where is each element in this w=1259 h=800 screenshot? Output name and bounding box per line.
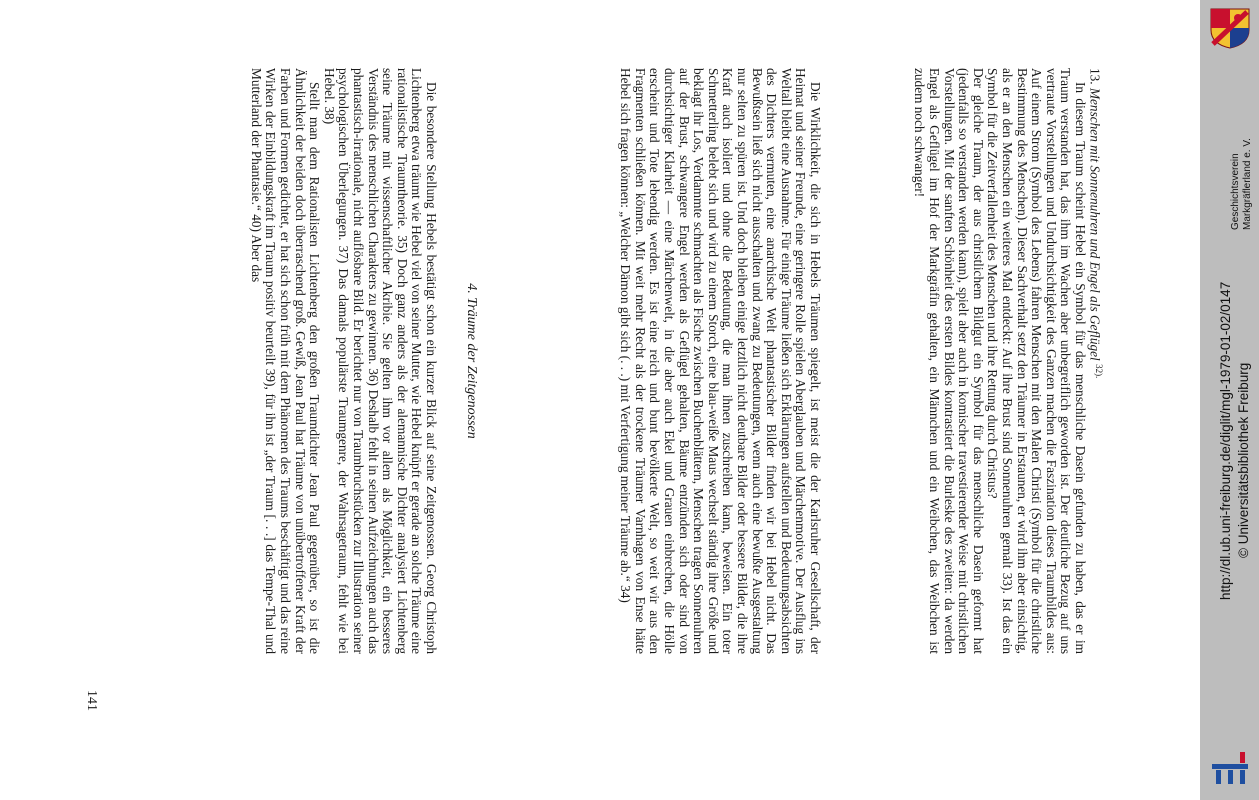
reality-paragraph bbox=[618, 68, 822, 654]
section-13-paragraph-3: Die Wirklichkeit, die sich in Hebels Träumen spiegelt, ist meist die der Karlsruher Gesellschaft, der Heimat und seiner Freunde, eine geringere Rolle spielen Aberglauben und Märchenmotive. Der Ausflug ins Weltall bleibt eine Ausnahme. Für einige Träume ließen sich Erklärungen aufstellen und Bedeutungsabsichten des Dichters vermuten, eine anarchische Welt phantastischer Bilder finden wir bei Hebel nicht. Das Bewußtsein ließ sich nicht ausschalten und zwang zu Bedeutungen, wenn auch eine bewußte Ausgestaltung nur selten zu spüren ist. Und doch bleiben einige letztlich nicht deutbare Bilder oder bessere Bilder, die ihre Kraft auch isoliert und ohne die Bedeutung, die man ihnen zuschreiben kann, beweisen. Ein toter Schmetterling belebt sich und wird zu einem Storch, eine blau-weiße Maus wechselt ständig ihre Größe und beklagt ihr Los, Verdammte schmachten als Fische zwischen Buchenblättern, Menschen tragen Sonnenuhren auf der Brust, schwangere Engel werden als Geflügel gehalten, Bäume entzünden sich oder sind von durchsichtiger Klarheit — eine Märchenwelt, in die aber auch Ekel und Grauen einbrechen, die Hölle erscheint und Tote lebendig werden. Es ist eine reich und bunt bevölkerte Welt, so weit wir aus den Fragmenten schließen können. Mit weit mehr Recht als der trockene Träumer Varnhagen von Ense hätte Hebel sich fragen können: „Welcher Dämon gibt sich (. . .) mit Verfertigung meiner Träume ab.“ 34) bbox=[618, 68, 823, 654]
section-13-title: Menschen mit Sonnenuhren und Engel als Geflügel bbox=[1087, 87, 1103, 361]
section-13-heading bbox=[1087, 68, 1106, 654]
society-name-line-2: Markgräflerland e. V. bbox=[1242, 138, 1253, 230]
section-4-paragraph-2: Stellt man dem Rationalisten Lichtenberg den großen Traumdichter Jean Paul gegenüber, so ist die Ähnlichkeit der beiden doch überraschend groß. Gewiß, Jean Paul hat Träume von unübertroffener Kraft der Farben und Formen gedichtet, er hat sich schon früh mit dem Phänomen des Traums beschäftigt und das reine Wirken der Einbildungskraft im Traum positiv beurteilt 39), für ihn ist „der Traum [. . .] das Tempe-Thal und Mutterland der Phantasie.“ 40) Aber das bbox=[248, 68, 323, 654]
section-13-paragraph-2: Der gleiche Traum, der aus christlichem Bildgut ein Symbol für das menschliche Dasein geformt hat (jedenfalls so verstanden werden kann), spielt aber auch in komischer travestierender Weise mit christlichen Vorstellungen. Mit der sanften Schönheit des ersten Bildes kontrastiert die Burleske des zweiten: da werden Engel als Geflügel im Hof der Markgräfin gehalten, ein Männchen und ein Weibchen, das Weibchen ist zudem noch schwanger! bbox=[912, 68, 986, 654]
section-13-number: 13. bbox=[1087, 68, 1103, 85]
page-number: 141 bbox=[84, 690, 99, 711]
section-13-ref: 32). bbox=[1094, 364, 1104, 379]
university-library-logo-icon bbox=[1208, 748, 1252, 788]
section-4 bbox=[248, 68, 438, 654]
section-13 bbox=[912, 68, 1106, 654]
coat-of-arms-icon bbox=[1207, 6, 1253, 50]
section-4-heading: 4. Träume der Zeitgenossen bbox=[464, 283, 479, 439]
society-name-line-1: Geschichtsverein bbox=[1230, 153, 1241, 230]
section-13-paragraph-1: In diesem Traum scheint Hebel ein Symbol für das menschliche Dasein gefunden zu haben, das er im Traum verstanden hat, das ihm im Wachen aber unbegreiflich geworden ist. Der deutliche Bezug auf uns vertraute Vorstellungen und Undurchsichtigkeit des Ganzen machen die Faszination dieses Traumbildes aus: Auf einem Strom (Symbol des Lebens) fahren Menschen mit den Malen Christi (Symbol für die christliche Bestimmung des Menschen). Dieser Sachverhalt setzt den Träumer in Erstaunen, er wird ihm aber einsichtig, als er an den Menschen ein weiteres Mal entdeckt: Auf ihre Brust sind Sonnenuhren gemalt 33). Ist das ein Symbol für die Zeitverfallenheit des Menschen und ihre Rettung durch Christus? bbox=[985, 68, 1088, 654]
section-4-paragraph-1: Die besondere Stellung Hebels bestätigt schon ein kurzer Blick auf seine Zeitgenossen. Georg Christoph Lichtenberg etwa träumt wie Hebel viel von seiner Mutter, wie Hebel knüpft er gerade an solche Träume eine rationalistische Traumtheorie. 35) Doch ganz anders als der alemannische Dichter analysiert Lichtenberg seine Träume mit wissenschaftlicher Akribie. Sie gelten ihm vor allem als Möglichkeit, ein besseres Verständnis des menschlichen Charakters zu gewinnen. 36) Deshalb fehlt in seinen Aufzeichnungen auch das phantastisch-irrationale, nicht auflösbare Bild. Er berichtet nur von Traumbruchstücken zur Illustration seiner psychologischen Überlegungen. 37) Das damals populärste Traumgenre, der Wahrsagetraum, fehlt wie bei Hebel. 38) bbox=[321, 68, 439, 654]
copyright-text: © Universitätsbibliothek Freiburg bbox=[1236, 362, 1251, 558]
section-4-heading-wrap bbox=[463, 68, 478, 654]
source-url-link[interactable]: http://dl.ub.uni-freiburg.de/diglit/mgl-1979-01-02/0147 bbox=[1218, 281, 1233, 600]
